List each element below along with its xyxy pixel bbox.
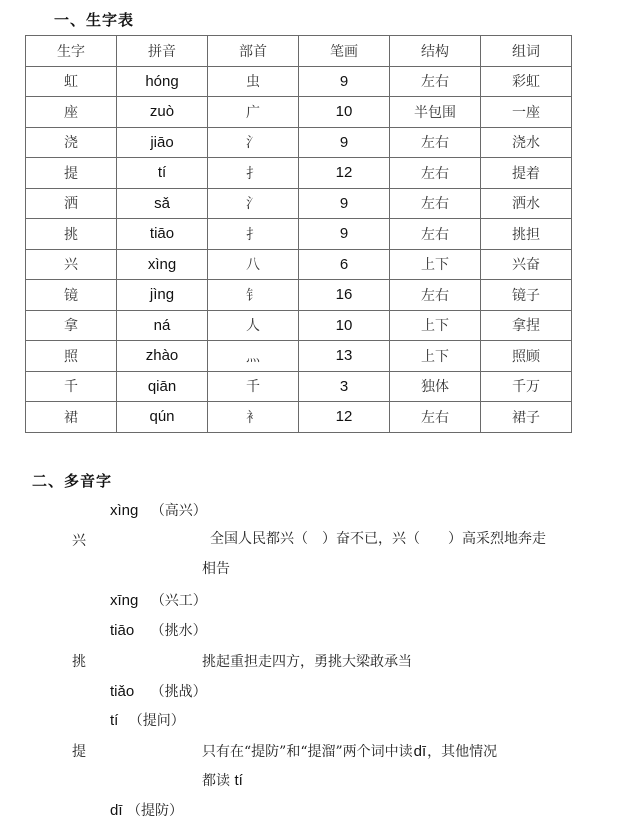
cell-strokes: 9 [299,219,390,250]
cell-strokes: 12 [299,158,390,189]
table-row [26,158,572,189]
example-word: （提防） [126,803,183,819]
reading-line [110,681,207,701]
cell-character: 裙 [26,402,117,433]
cell-pinyin: qún [117,402,208,433]
section-title-character-table: 一、生字表 [54,11,135,29]
cell-pinyin: jiāo [117,127,208,158]
cell-pinyin: jìng [117,280,208,311]
table-row [26,310,572,341]
cell-radical: 灬 [208,341,299,372]
cell-pinyin: sǎ [117,188,208,219]
cell-structure: 独体 [390,371,481,402]
cell-structure: 左右 [390,219,481,250]
cell-structure: 左右 [390,158,481,189]
column-header: 结构 [390,36,481,67]
cell-character: 挑 [26,219,117,250]
reading-line [110,800,183,820]
column-header: 生字 [26,36,117,67]
cell-radical: 氵 [208,188,299,219]
cell-radical: 千 [208,371,299,402]
cell-character: 座 [26,97,117,128]
cell-strokes: 10 [299,97,390,128]
example-word: （挑战） [150,684,207,700]
cell-radical: 氵 [208,127,299,158]
cell-word: 镜子 [481,280,572,311]
reading-line [110,620,207,640]
cell-word: 千万 [481,371,572,402]
cell-character: 洒 [26,188,117,219]
cell-radical: 衤 [208,402,299,433]
cell-strokes: 13 [299,341,390,372]
cell-word: 照顾 [481,341,572,372]
cell-word: 提着 [481,158,572,189]
cell-pinyin: qiān [117,371,208,402]
cell-radical: 扌 [208,219,299,250]
cell-radical: 广 [208,97,299,128]
example-word: （高兴） [150,503,207,519]
sentence-text: ，其他情况 [427,744,498,760]
example-sentence [202,741,497,761]
example-sentence-cont: 相告 [202,561,230,577]
cell-structure: 半包围 [390,97,481,128]
cell-pinyin: zhào [117,341,208,372]
cell-structure: 左右 [390,280,481,311]
cell-structure: 上下 [390,310,481,341]
cell-character: 提 [26,158,117,189]
pinyin: dī [413,743,427,760]
cell-character: 千 [26,371,117,402]
cell-strokes: 12 [299,402,390,433]
column-header: 组词 [481,36,572,67]
pinyin: tí [234,772,243,789]
example-word: （兴工） [150,593,207,609]
cell-strokes: 6 [299,249,390,280]
reading-line [110,590,207,610]
table-row [26,371,572,402]
table-row [26,341,572,372]
cell-radical: 八 [208,249,299,280]
table-row [26,188,572,219]
cell-strokes: 3 [299,371,390,402]
polyphonic-char: 兴 [72,533,86,549]
reading-line [110,500,207,520]
table-row [26,219,572,250]
cell-structure: 上下 [390,341,481,372]
pinyin: tí [110,712,119,729]
cell-structure: 左右 [390,402,481,433]
cell-pinyin: hóng [117,66,208,97]
cell-word: 拿捏 [481,310,572,341]
example-word: （挑水） [150,623,207,639]
cell-strokes: 9 [299,127,390,158]
table-row [26,66,572,97]
cell-character: 拿 [26,310,117,341]
cell-character: 镜 [26,280,117,311]
cell-word: 洒水 [481,188,572,219]
column-header: 拼音 [117,36,208,67]
cell-structure: 左右 [390,188,481,219]
cell-word: 浇水 [481,127,572,158]
table-row [26,280,572,311]
example-sentence [202,525,582,554]
table-row [26,97,572,128]
pinyin: dī [110,802,123,819]
pinyin: tiāo [110,622,135,639]
table-row [26,249,572,280]
cell-word: 一座 [481,97,572,128]
example-word: （提问） [128,713,185,729]
sentence-text: 全国人民都兴（ ）奋不已，兴（ ）高采烈地奔走 [210,531,546,547]
example-sentence-cont [202,770,243,790]
polyphonic-char: 提 [72,744,86,760]
cell-pinyin: ná [117,310,208,341]
cell-word: 挑担 [481,219,572,250]
cell-strokes: 10 [299,310,390,341]
cell-radical: 扌 [208,158,299,189]
cell-structure: 左右 [390,127,481,158]
cell-word: 彩虹 [481,66,572,97]
table-header-row [26,36,572,67]
cell-character: 兴 [26,249,117,280]
reading-line [110,710,185,730]
pinyin: xìng [110,502,139,519]
pinyin: xīng [110,592,139,609]
cell-radical: 钅 [208,280,299,311]
character-table [25,35,572,433]
cell-structure: 左右 [390,66,481,97]
cell-pinyin: tiāo [117,219,208,250]
polyphonic-char: 挑 [72,654,86,670]
cell-character: 虹 [26,66,117,97]
cell-word: 裙子 [481,402,572,433]
column-header: 部首 [208,36,299,67]
column-header: 笔画 [299,36,390,67]
cell-character: 浇 [26,127,117,158]
example-sentence: 挑起重担走四方，勇挑大梁敢承当 [202,654,412,670]
cell-pinyin: zuò [117,97,208,128]
table-row [26,402,572,433]
sentence-text: 都读 [202,773,230,789]
cell-strokes: 16 [299,280,390,311]
cell-pinyin: xìng [117,249,208,280]
pinyin: tiǎo [110,683,135,700]
cell-word: 兴奋 [481,249,572,280]
cell-strokes: 9 [299,66,390,97]
cell-radical: 人 [208,310,299,341]
section-title-polyphonic: 二、多音字 [32,472,113,490]
table-row [26,127,572,158]
cell-pinyin: tí [117,158,208,189]
cell-strokes: 9 [299,188,390,219]
sentence-text: 只有在“提防”和“提溜”两个词中读 [202,744,413,760]
cell-character: 照 [26,341,117,372]
cell-radical: 虫 [208,66,299,97]
cell-structure: 上下 [390,249,481,280]
